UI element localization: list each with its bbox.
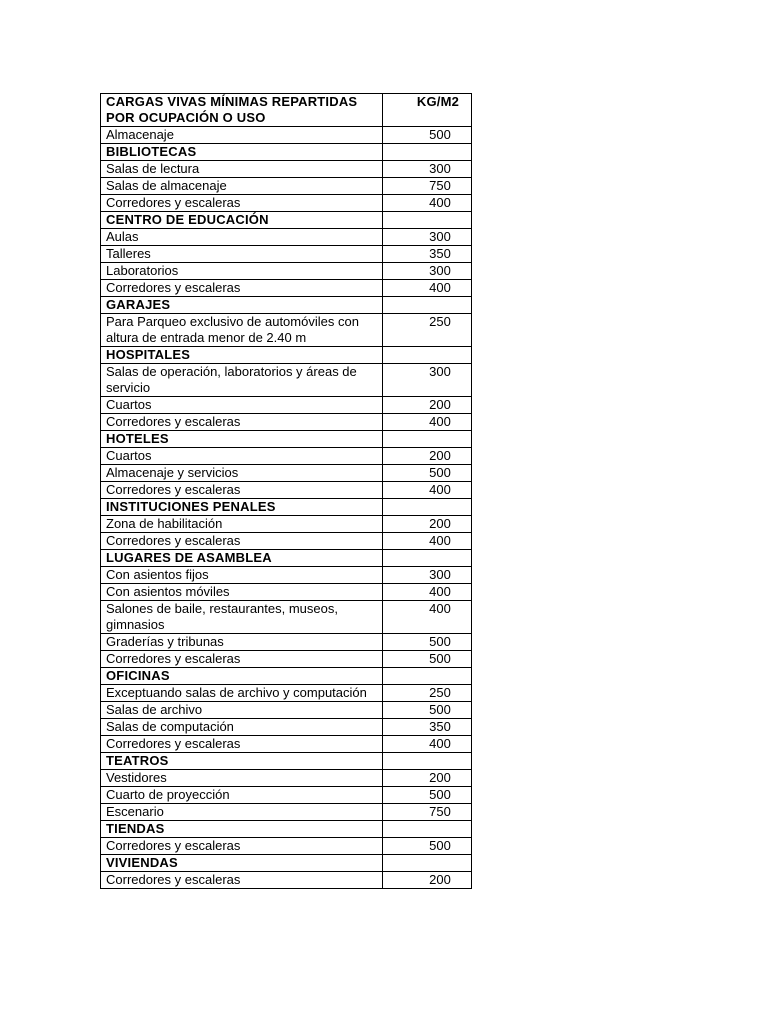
table-row bbox=[101, 246, 472, 263]
load-value: 250 bbox=[383, 314, 472, 347]
occupancy-label: Salas de operación, laboratorios y áreas de servicio bbox=[101, 364, 383, 397]
section-row bbox=[101, 821, 472, 838]
section-title: LUGARES DE ASAMBLEA bbox=[101, 550, 383, 567]
table-body bbox=[101, 94, 472, 889]
occupancy-label: Corredores y escaleras bbox=[101, 651, 383, 668]
table-row bbox=[101, 567, 472, 584]
section-row bbox=[101, 550, 472, 567]
table-row bbox=[101, 838, 472, 855]
table-row bbox=[101, 414, 472, 431]
section-empty-cell bbox=[383, 144, 472, 161]
occupancy-label: Salas de archivo bbox=[101, 702, 383, 719]
load-value: 200 bbox=[383, 770, 472, 787]
table-row bbox=[101, 685, 472, 702]
load-value: 300 bbox=[383, 567, 472, 584]
load-value: 500 bbox=[383, 634, 472, 651]
load-value: 300 bbox=[383, 229, 472, 246]
occupancy-label: Corredores y escaleras bbox=[101, 533, 383, 550]
occupancy-label: Laboratorios bbox=[101, 263, 383, 280]
section-title: VIVIENDAS bbox=[101, 855, 383, 872]
occupancy-label: Corredores y escaleras bbox=[101, 872, 383, 889]
load-value: 500 bbox=[383, 787, 472, 804]
live-loads-table bbox=[100, 93, 472, 889]
load-value: 500 bbox=[383, 465, 472, 482]
header-unit-cell: KG/M2 bbox=[383, 94, 472, 127]
section-row bbox=[101, 297, 472, 314]
occupancy-label: Cuarto de proyección bbox=[101, 787, 383, 804]
load-value: 750 bbox=[383, 804, 472, 821]
header-label-cell: CARGAS VIVAS MÍNIMAS REPARTIDAS POR OCUPACIÓN O USO bbox=[101, 94, 383, 127]
section-row bbox=[101, 212, 472, 229]
table-row bbox=[101, 364, 472, 397]
load-value: 400 bbox=[383, 280, 472, 297]
section-title: INSTITUCIONES PENALES bbox=[101, 499, 383, 516]
occupancy-label: Aulas bbox=[101, 229, 383, 246]
occupancy-label: Con asientos móviles bbox=[101, 584, 383, 601]
occupancy-label: Para Parqueo exclusivo de automóviles con altura de entrada menor de 2.40 m bbox=[101, 314, 383, 347]
section-row bbox=[101, 855, 472, 872]
table-row bbox=[101, 127, 472, 144]
table-row bbox=[101, 651, 472, 668]
occupancy-label: Corredores y escaleras bbox=[101, 195, 383, 212]
load-value: 400 bbox=[383, 414, 472, 431]
table-row bbox=[101, 787, 472, 804]
section-row bbox=[101, 144, 472, 161]
load-value: 400 bbox=[383, 482, 472, 499]
table-row bbox=[101, 516, 472, 533]
load-value: 200 bbox=[383, 397, 472, 414]
load-value: 750 bbox=[383, 178, 472, 195]
section-empty-cell bbox=[383, 212, 472, 229]
table-row bbox=[101, 872, 472, 889]
load-value: 200 bbox=[383, 872, 472, 889]
load-value: 300 bbox=[383, 364, 472, 397]
table-row bbox=[101, 634, 472, 651]
occupancy-label: Cuartos bbox=[101, 397, 383, 414]
table-row bbox=[101, 482, 472, 499]
occupancy-label: Zona de habilitación bbox=[101, 516, 383, 533]
table-row bbox=[101, 719, 472, 736]
occupancy-label: Vestidores bbox=[101, 770, 383, 787]
table-row bbox=[101, 448, 472, 465]
occupancy-label: Salas de almacenaje bbox=[101, 178, 383, 195]
load-value: 300 bbox=[383, 263, 472, 280]
section-row bbox=[101, 431, 472, 448]
section-empty-cell bbox=[383, 499, 472, 516]
section-empty-cell bbox=[383, 297, 472, 314]
load-value: 200 bbox=[383, 448, 472, 465]
occupancy-label: Salas de lectura bbox=[101, 161, 383, 178]
table-row bbox=[101, 229, 472, 246]
table-row bbox=[101, 465, 472, 482]
section-empty-cell bbox=[383, 753, 472, 770]
table-row bbox=[101, 702, 472, 719]
section-title: OFICINAS bbox=[101, 668, 383, 685]
occupancy-label: Almacenaje bbox=[101, 127, 383, 144]
table-row bbox=[101, 280, 472, 297]
table-row bbox=[101, 770, 472, 787]
load-value: 250 bbox=[383, 685, 472, 702]
table-row bbox=[101, 178, 472, 195]
occupancy-label: Corredores y escaleras bbox=[101, 280, 383, 297]
load-value: 500 bbox=[383, 702, 472, 719]
load-value: 500 bbox=[383, 651, 472, 668]
table-row bbox=[101, 533, 472, 550]
load-value: 400 bbox=[383, 601, 472, 634]
occupancy-label: Salas de computación bbox=[101, 719, 383, 736]
load-value: 200 bbox=[383, 516, 472, 533]
table-row bbox=[101, 397, 472, 414]
occupancy-label: Corredores y escaleras bbox=[101, 482, 383, 499]
load-value: 400 bbox=[383, 195, 472, 212]
section-empty-cell bbox=[383, 431, 472, 448]
table-row bbox=[101, 161, 472, 178]
load-value: 500 bbox=[383, 127, 472, 144]
occupancy-label: Con asientos fijos bbox=[101, 567, 383, 584]
load-value: 500 bbox=[383, 838, 472, 855]
load-value: 400 bbox=[383, 736, 472, 753]
section-row bbox=[101, 668, 472, 685]
section-title: HOSPITALES bbox=[101, 347, 383, 364]
occupancy-label: Salones de baile, restaurantes, museos, gimnasios bbox=[101, 601, 383, 634]
section-title: CENTRO DE EDUCACIÓN bbox=[101, 212, 383, 229]
occupancy-label: Corredores y escaleras bbox=[101, 414, 383, 431]
occupancy-label: Almacenaje y servicios bbox=[101, 465, 383, 482]
occupancy-label: Exceptuando salas de archivo y computación bbox=[101, 685, 383, 702]
section-title: TIENDAS bbox=[101, 821, 383, 838]
occupancy-label: Escenario bbox=[101, 804, 383, 821]
table-row bbox=[101, 195, 472, 212]
section-title: GARAJES bbox=[101, 297, 383, 314]
load-value: 400 bbox=[383, 533, 472, 550]
section-row bbox=[101, 347, 472, 364]
section-title: HOTELES bbox=[101, 431, 383, 448]
table-row bbox=[101, 736, 472, 753]
load-value: 400 bbox=[383, 584, 472, 601]
occupancy-label: Graderías y tribunas bbox=[101, 634, 383, 651]
section-empty-cell bbox=[383, 550, 472, 567]
occupancy-label: Talleres bbox=[101, 246, 383, 263]
load-value: 350 bbox=[383, 246, 472, 263]
table-row bbox=[101, 804, 472, 821]
occupancy-label: Cuartos bbox=[101, 448, 383, 465]
table-header-row bbox=[101, 94, 472, 127]
section-empty-cell bbox=[383, 821, 472, 838]
occupancy-label: Corredores y escaleras bbox=[101, 736, 383, 753]
section-empty-cell bbox=[383, 855, 472, 872]
table-row bbox=[101, 314, 472, 347]
load-value: 300 bbox=[383, 161, 472, 178]
section-empty-cell bbox=[383, 347, 472, 364]
table-row bbox=[101, 601, 472, 634]
load-value: 350 bbox=[383, 719, 472, 736]
section-row bbox=[101, 753, 472, 770]
section-row bbox=[101, 499, 472, 516]
table-row bbox=[101, 584, 472, 601]
occupancy-label: Corredores y escaleras bbox=[101, 838, 383, 855]
table-row bbox=[101, 263, 472, 280]
section-title: BIBLIOTECAS bbox=[101, 144, 383, 161]
section-title: TEATROS bbox=[101, 753, 383, 770]
section-empty-cell bbox=[383, 668, 472, 685]
